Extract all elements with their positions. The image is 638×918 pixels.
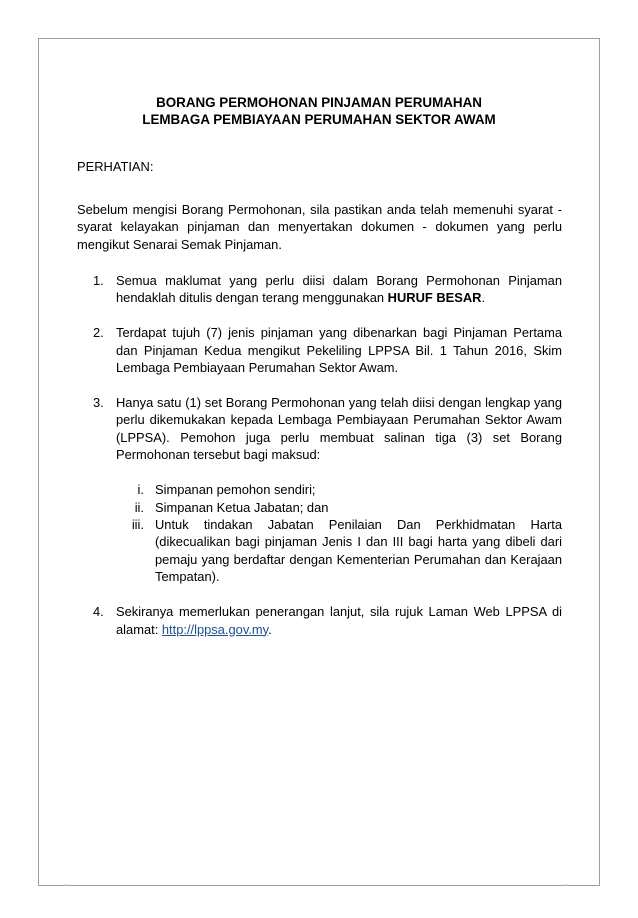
list-item-text [116,272,562,307]
list-item [77,394,562,586]
sub-list-item [116,499,562,516]
list-item-text: Terdapat tujuh (7) jenis pinjaman yang dibenarkan bagi Pinjaman Pertama dan Pinjaman Kedua mengikut Pekeliling LPPSA Bil. 1 Tahun 2016, Skim Lembaga Pembiayaan Perumahan Sektor Awam. [116,325,562,376]
sub-list [116,481,562,585]
list-item-text: Hanya satu (1) set Borang Permohonan yang telah diisi dengan lengkap yang perlu dikemukakan kepada Lembaga Pembiayaan Perumahan Sektor Awam (LPPSA). Pemohon juga perlu membuat salinan tiga (3) set Borang Permohonan tersebut bagi maksud: [116,395,562,463]
item-text-part: Sekiranya memerlukan penerangan lanjut, sila rujuk Laman Web LPPSA di alamat: [116,604,562,637]
list-item-number: 3. [93,395,104,411]
notice-heading: PERHATIAN: [77,159,154,174]
sub-item-number: i. [137,482,144,498]
title-line-2: LEMBAGA PEMBIAYAAN PERUMAHAN SEKTOR AWAM [142,112,496,127]
list-item-number: 2. [93,325,104,341]
list-item-number: 1. [93,273,104,288]
intro-paragraph: Sebelum mengisi Borang Permohonan, sila pastikan anda telah memenuhi syarat - syarat kelayakan pinjaman dan menyertakan dokumen - dokumen yang perlu mengikut Senarai Semak Pinjaman. [77,202,562,252]
list-item [77,324,562,376]
sub-list-item [116,481,562,498]
sub-item-text: Simpanan Ketua Jabatan; dan [155,499,329,515]
item-text-part: . [268,621,272,637]
lppsa-website-link[interactable]: http://lppsa.gov.my [161,621,269,637]
sub-item-number: ii. [134,499,144,515]
list-item-number: 4. [93,604,104,620]
sub-item-text: Simpanan pemohon sendiri; [155,482,316,498]
item-text-part: Semua maklumat yang perlu diisi dalam Borang Permohonan Pinjaman hendaklah ditulis dengan terang menggunakan [116,273,562,306]
corner-mark [565,884,567,886]
instruction-list [77,272,562,655]
item-text-part: . [481,290,486,306]
list-item-text [116,603,562,638]
document-title [76,94,562,128]
title-line-1: BORANG PERMOHONAN PINJAMAN PERUMAHAN [156,95,482,110]
sub-list-item [116,516,562,586]
emphasis-text: HURUF BESAR [387,290,482,306]
list-item [77,272,562,307]
sub-item-number: iii. [131,516,144,532]
corner-mark [65,884,67,886]
list-item [77,603,562,638]
sub-item-text: Untuk tindakan Jabatan Penilaian Dan Perkhidmatan Harta (dikecualikan bagi pinjaman Jenis I dan III bagi harta yang dibeli dari pemaju yang berdaftar dengan Kementerian Perumahan dan Kerajaan Tempatan). [155,516,562,585]
